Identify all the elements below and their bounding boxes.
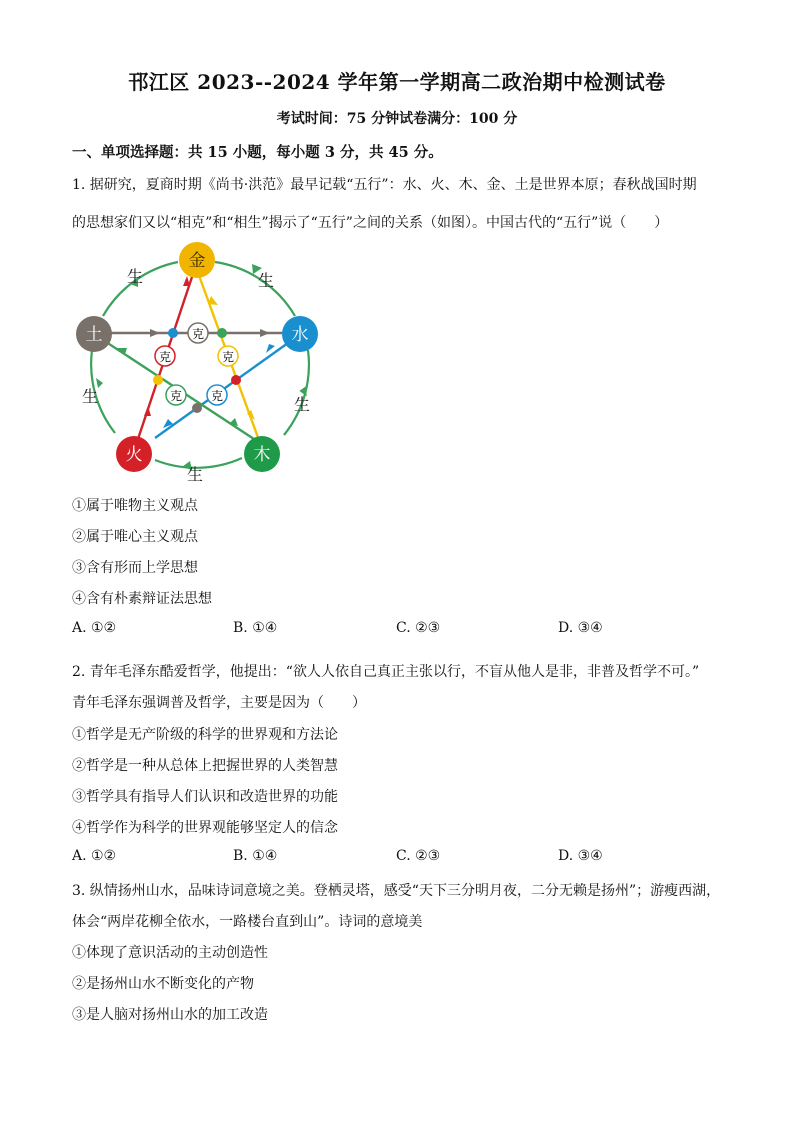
q2-choice-b[interactable]: B. ①④ [233,848,278,864]
ke-label-red: 克 [158,350,172,364]
q3-statement-1: ①体现了意识活动的主动创造性 [72,945,268,961]
ke-label-green: 克 [169,389,183,403]
q2-statement-1: ①哲学是无产阶级的科学的世界观和方法论 [72,727,338,743]
q2-choice-a[interactable]: A. ①② [72,848,117,864]
sheng-label: 生 [81,387,99,406]
q2-statement-4: ④哲学作为科学的世界观能够坚定人的信念 [72,820,338,836]
intersection-dot [231,375,241,385]
intersection-dot [192,403,202,413]
sheng-label: 生 [293,395,311,414]
exam-info: 考试时间：75 分钟试卷满分：100 分 [276,111,518,127]
node-jin-label: 金 [188,251,206,271]
page-title: 邗江区 2023--2024 学年第一学期高二政治期中检测试卷 [128,70,666,94]
q1-choice-b[interactable]: B. ①④ [233,620,278,636]
q3-statement-2: ②是扬州山水不断变化的产物 [72,976,254,992]
node-shui-label: 水 [291,325,309,345]
ke-label-blue: 克 [210,389,224,403]
question-1-stem-line2: 的思想家们又以“相克”和“相生”揭示了“五行”之间的关系（如图）。中国古代的“五行”说（ ） [72,215,669,231]
intersection-dot [168,328,178,338]
sheng-label: 生 [126,267,144,286]
q2-statement-2: ②哲学是一种从总体上把握世界的人类智慧 [72,758,338,774]
q1-statement-4: ④含有朴素辩证法思想 [72,591,212,607]
node-tu-label: 土 [85,325,103,345]
question-3-stem-line2: 体会“两岸花柳全依水，一路楼台直到山”。诗词的意境美 [72,914,423,930]
q1-statement-3: ③含有形而上学思想 [72,560,198,576]
q3-statement-3: ③是人脑对扬州山水的加工改造 [72,1007,268,1023]
sheng-label: 生 [186,465,204,483]
five-elements-diagram [70,238,330,483]
node-mu-label: 木 [253,445,271,465]
q1-statement-1: ①属于唯物主义观点 [72,498,198,514]
node-huo-label: 火 [125,445,143,465]
question-2-stem-line2: 青年毛泽东强调普及哲学，主要是因为（ ） [72,695,366,711]
sheng-cycle [91,262,309,468]
question-3-stem-line1: 3. 纵情扬州山水，品味诗词意境之美。登栖灵塔，感受“天下三分明月夜，二分无赖是扬州”；游瘦西湖， [72,883,721,899]
q1-choice-c[interactable]: C. ②③ [396,620,441,636]
q1-statement-2: ②属于唯心主义观点 [72,529,198,545]
q1-choice-a[interactable]: A. ①② [72,620,117,636]
ke-label-yellow: 克 [221,350,235,364]
ke-label-gray: 克 [191,327,205,341]
q2-statement-3: ③哲学具有指导人们认识和改造世界的功能 [72,789,338,805]
sheng-label: 生 [257,271,275,290]
intersection-dot [153,375,163,385]
q1-choice-d[interactable]: D. ③④ [558,620,603,636]
question-1-stem-line1: 1. 据研究，夏商时期《尚书·洪范》最早记载“五行”：水、火、木、金、土是世界本原；春秋战国时期 [72,177,697,193]
question-2-stem-line1: 2. 青年毛泽东酷爱哲学，他提出：“欲人人依自己真正主张以行，不盲从他人是非，非普及哲学不可。” [72,664,700,680]
section-heading: 一、单项选择题：共 15 小题，每小题 3 分，共 45 分。 [72,144,443,161]
intersection-dot [217,328,227,338]
q2-choice-c[interactable]: C. ②③ [396,848,441,864]
q2-choice-d[interactable]: D. ③④ [558,848,603,864]
